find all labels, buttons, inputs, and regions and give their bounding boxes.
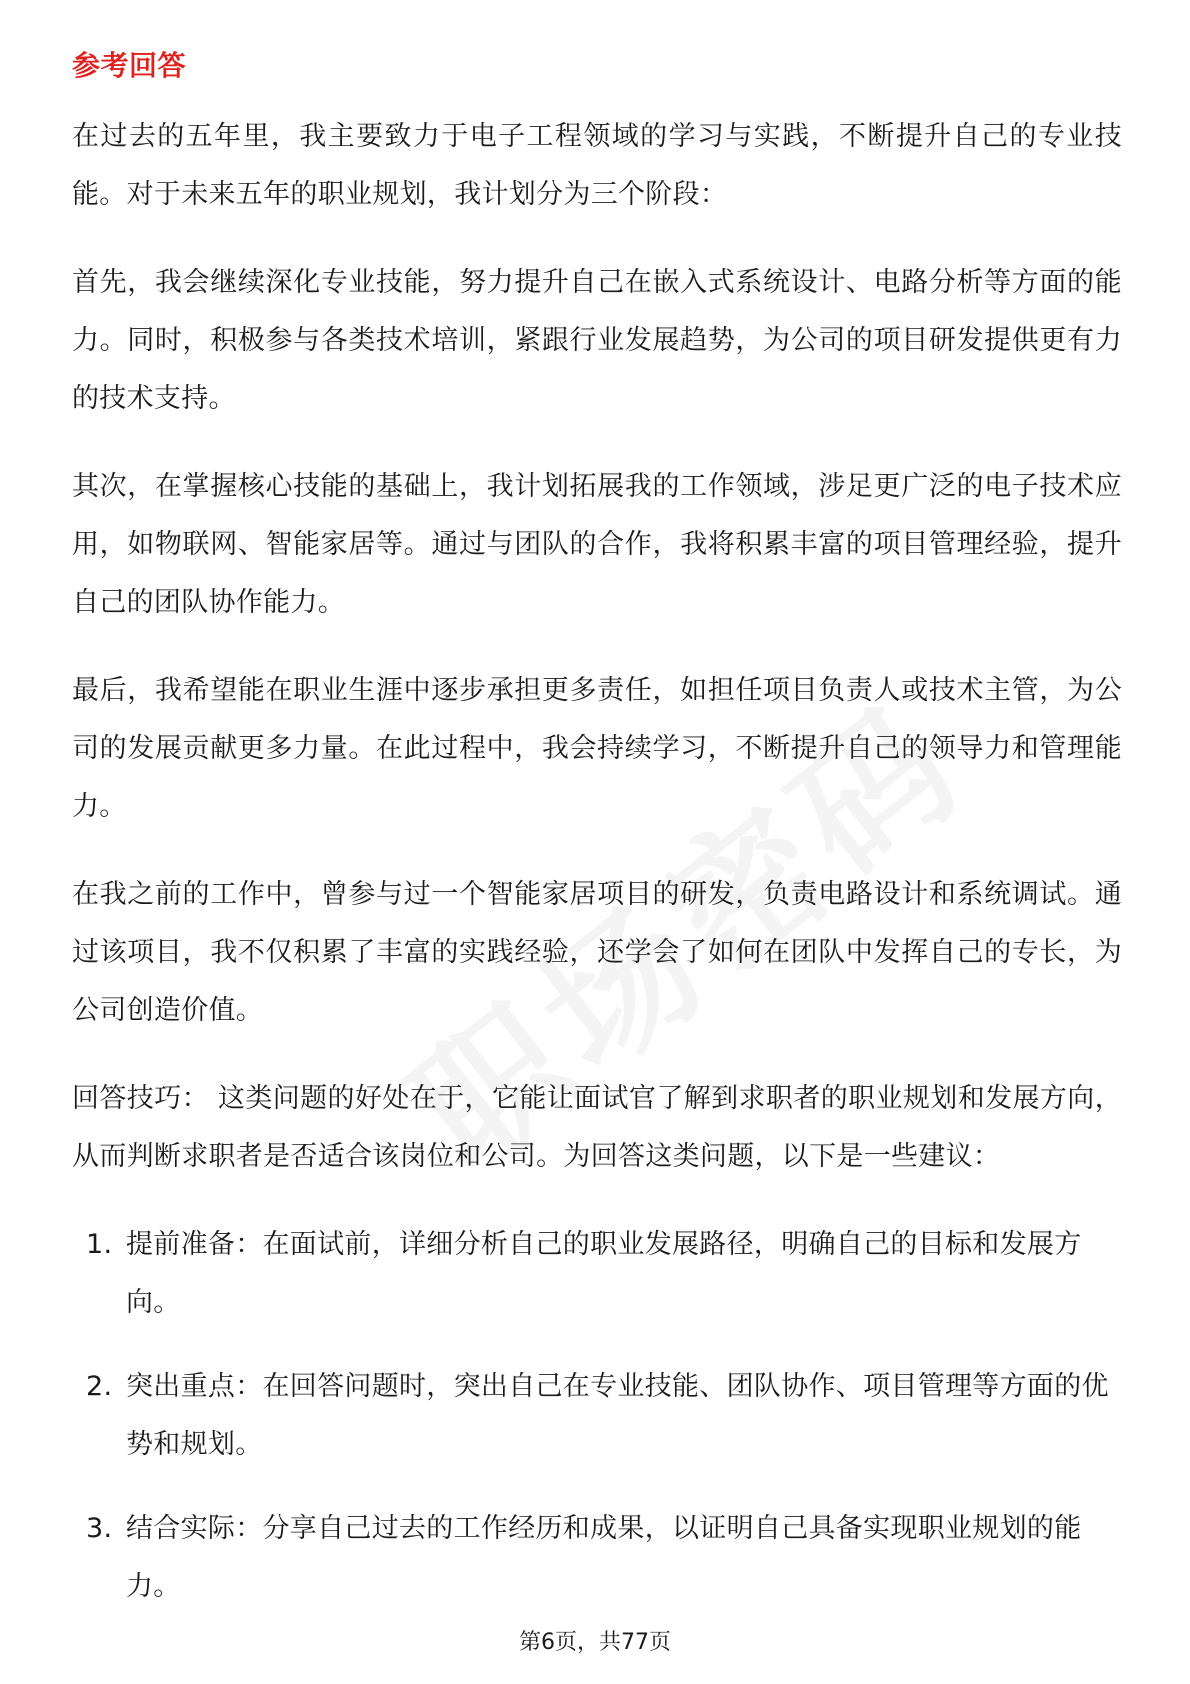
tips-list bbox=[72, 1216, 1122, 1616]
paragraph-experience: 在我之前的工作中，曾参与过一个智能家居项目的研发，负责电路设计和系统调试。通过该项目，我不仅积累了丰富的实践经验，还学会了如何在团队中发挥自己的专长，为公司创造价值。 bbox=[72, 879, 1122, 1026]
list-item bbox=[72, 1216, 1122, 1332]
list-item-number: 3. bbox=[86, 1513, 113, 1544]
list-item-text: 提前准备：在面试前，详细分析自己的职业发展路径，明确自己的目标和发展方向。 bbox=[126, 1229, 1082, 1318]
page-number-footer: 第6页，共77页 bbox=[519, 1630, 671, 1655]
list-item-text: 结合实际：分享自己过去的工作经历和成果，以证明自己具备实现职业规划的能力。 bbox=[126, 1513, 1082, 1602]
list-item-number: 2. bbox=[86, 1371, 113, 1402]
paragraph-second-stage: 其次，在掌握核心技能的基础上，我计划拓展我的工作领域，涉足更广泛的电子技术应用，如物联网、智能家居等。通过与团队的合作，我将积累丰富的项目管理经验，提升自己的团队协作能力。 bbox=[72, 471, 1122, 618]
document-body bbox=[72, 46, 1122, 1642]
list-item bbox=[72, 1500, 1122, 1616]
list-item-text: 突出重点：在回答问题时，突出自己在专业技能、团队协作、项目管理等方面的优势和规划。 bbox=[126, 1371, 1109, 1460]
paragraph-intro: 在过去的五年里，我主要致力于电子工程领域的学习与实践，不断提升自己的专业技能。对于未来五年的职业规划，我计划分为三个阶段： bbox=[72, 121, 1122, 210]
list-item-number: 1. bbox=[86, 1229, 113, 1260]
paragraph-third-stage: 最后，我希望能在职业生涯中逐步承担更多责任，如担任项目负责人或技术主管，为公司的发展贡献更多力量。在此过程中，我会持续学习，不断提升自己的领导力和管理能力。 bbox=[72, 675, 1122, 822]
section-heading: 参考回答 bbox=[72, 49, 187, 82]
list-item bbox=[72, 1358, 1122, 1474]
paragraph-tips: 回答技巧： 这类问题的好处在于，它能让面试官了解到求职者的职业规划和发展方向，从而判断求职者是否适合该岗位和公司。为回答这类问题，以下是一些建议： bbox=[72, 1083, 1122, 1172]
paragraph-first-stage: 首先，我会继续深化专业技能，努力提升自己在嵌入式系统设计、电路分析等方面的能力。同时，积极参与各类技术培训，紧跟行业发展趋势，为公司的项目研发提供更有力的技术支持。 bbox=[72, 267, 1122, 414]
